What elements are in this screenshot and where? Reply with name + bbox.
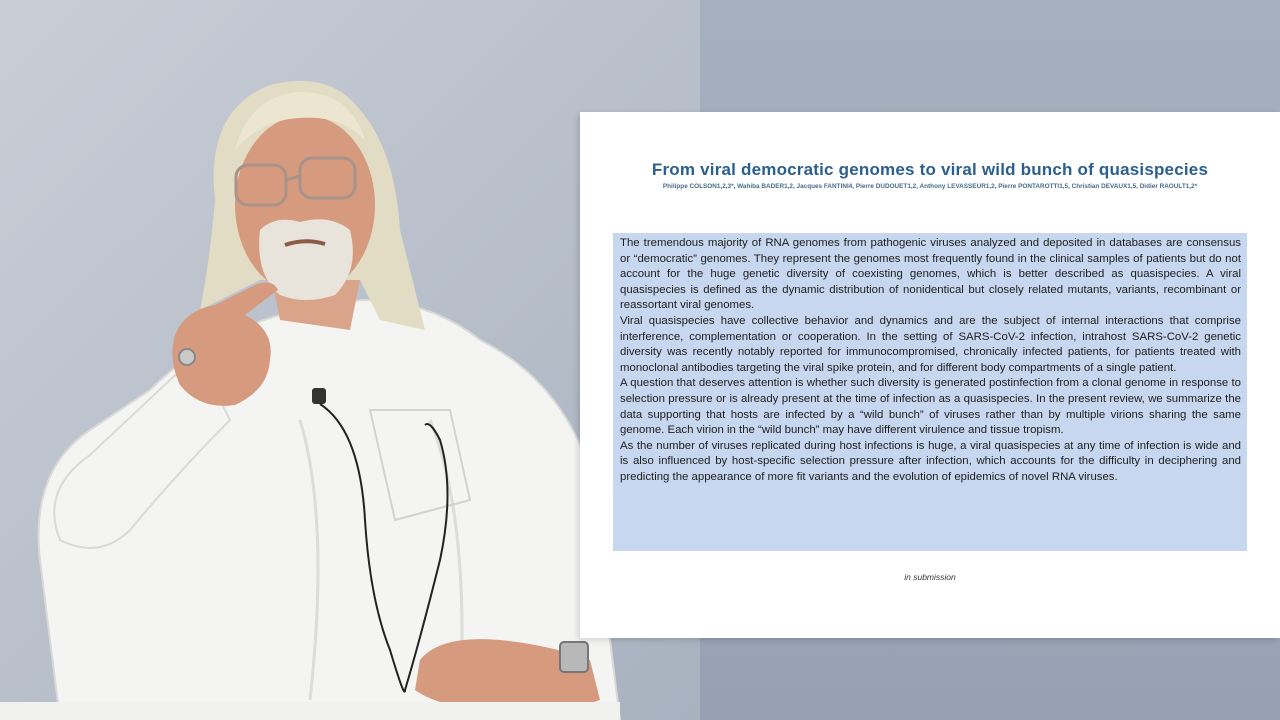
abstract-paragraph-2: Viral quasispecies have collective behavior and dynamics and are the subject of internal interactions that comprise interference, complementation or cooperation. In the setting of SARS-CoV-2 infection, intrahost SARS-CoV-2 genetic diversity was recently notably reported for immunocompromised, chronically infected patients, for patients treated with monoclonal antibodies targeting the viral spike protein, and for different body compartments of a single patient. (620, 314, 1241, 374)
desk (0, 702, 620, 720)
abstract-box (613, 233, 1247, 551)
abstract-paragraph-3: A question that deserves attention is whether such diversity is generated postinfection from a clonal genome in response to selection pressure or is already present at the time of infection as a quasispecies. In the present review, we summarize the data supporting that hosts are infected by a “wild bunch” of viruses rather than by multiple virions sharing the same genome. Each virion in the “wild bunch” may have different virulence and tissue tropism. (620, 377, 1241, 437)
abstract-paragraph-1: The tremendous majority of RNA genomes from pathogenic viruses analyzed and deposited in databases are consensus or “democratic” genomes. They represent the genomes most frequently found in the clinical samples of patients but do not account for the huge genetic diversity of coexisting genomes, which is better described as quasispecies. A viral quasispecies is defined as the dynamic distribution of nonidentical but closely related mutants, variants, recombinant or reassortant viral genomes. (620, 237, 1241, 312)
slide-footer: in submission (904, 572, 956, 582)
watch-icon (560, 642, 588, 672)
abstract-paragraph-4: As the number of viruses replicated during host infections is huge, a viral quasispecies at any time of infection is wide and is also influenced by host-specific selection pressure after infection, which accounts for the difficulty in deciphering and predicting the appearance of more fit variants and the evolution of epidemics of novel RNA viruses. (620, 439, 1241, 483)
paper-slide (580, 112, 1280, 638)
slide-title: From viral democratic genomes to viral wild bunch of quasispecies (651, 160, 1209, 179)
microphone-icon (312, 388, 326, 404)
ring-icon (179, 349, 195, 365)
slide-authors: Philippe COLSON1,2,3*, Wahiba BADER1,2, Jacques FANTINI4, Pierre DUDOUET1,2, Anthony LEVASSEUR1,2, Pierre PONTAROTTI1,5, Christian DEVAUX1,5, Didier RAOULT1,2* (662, 183, 1198, 190)
